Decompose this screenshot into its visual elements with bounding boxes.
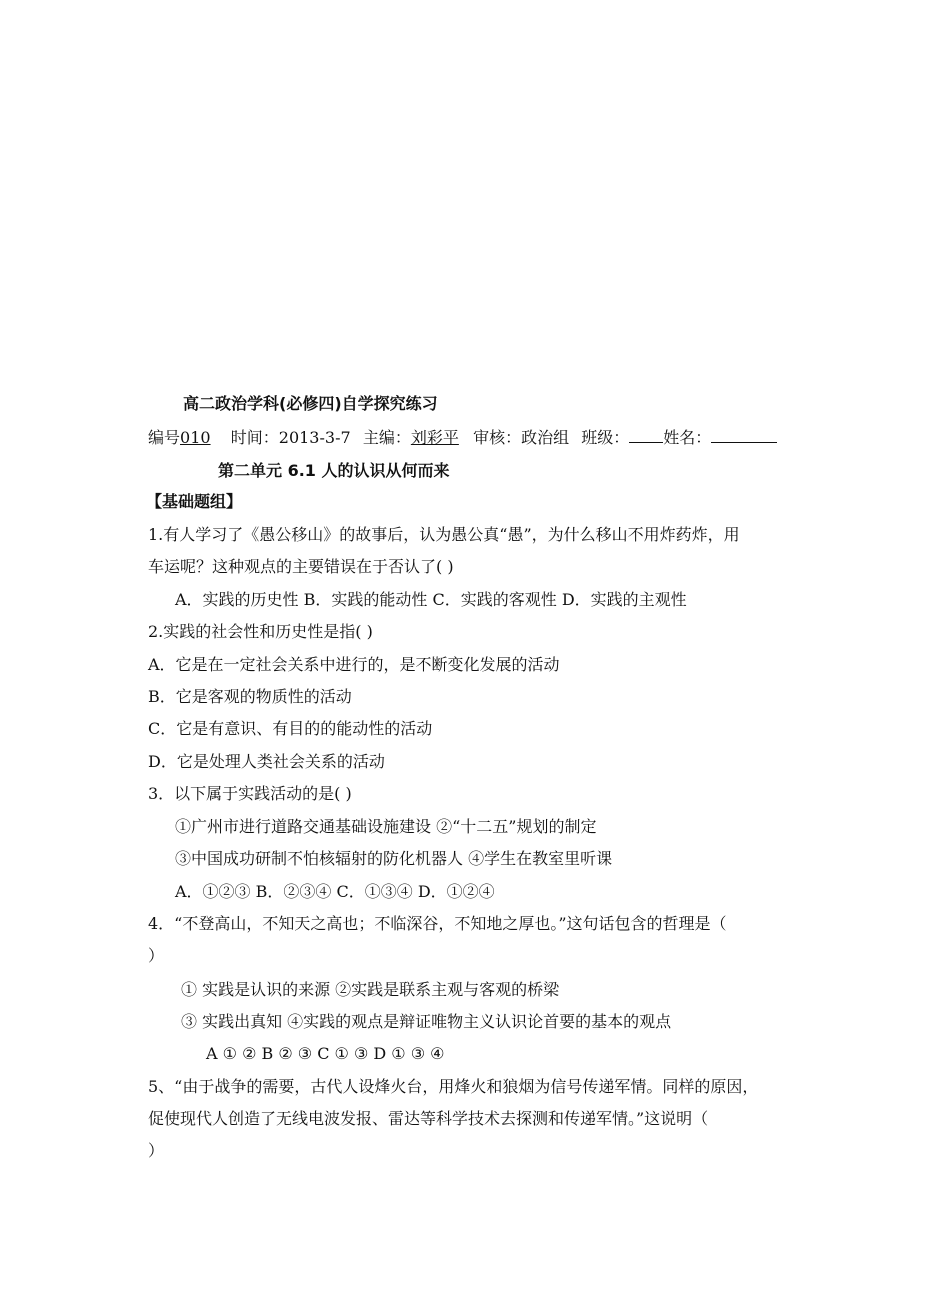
editor-value: 刘彩平 [410, 428, 459, 447]
time-label: 时间： [230, 428, 279, 447]
q5-line3: ） [148, 1141, 165, 1160]
name-label: 姓名： [663, 428, 712, 447]
q1-options: A．实践的历史性 B．实践的能动性 C．实践的客观性 D．实践的主观性 [175, 590, 687, 609]
q3-item1: ①广州市进行道路交通基础设施建设 ②“十二五”规划的制定 [175, 817, 597, 836]
time-value: 2013-3-7 [278, 428, 351, 447]
q2-option-a: A．它是在一定社会关系中进行的，是不断变化发展的活动 [148, 655, 560, 674]
q1-line2: 车运呢？这种观点的主要错误在于否认了( ) [148, 557, 454, 576]
q2-option-b: B．它是客观的物质性的活动 [148, 687, 352, 706]
reviewer-label: 审核：政治组 [473, 428, 570, 447]
worksheet-title: 高二政治学科(必修四)自学探究练习 [183, 394, 438, 413]
number-label: 编号 [148, 428, 181, 447]
q2-stem: 2.实践的社会性和历史性是指( ) [148, 622, 373, 641]
q2-option-c: C．它是有意识、有目的的能动性的活动 [148, 719, 433, 738]
q5-line2: 促使现代人创造了无线电波发报、雷达等科学技术去探测和传递军情。”这说明（ [148, 1109, 709, 1128]
q2-option-d: D．它是处理人类社会关系的活动 [148, 752, 385, 771]
q3-stem: 3．以下属于实践活动的是( ) [148, 784, 352, 803]
q4-item2: ③ 实践出真知 ④实践的观点是辩证唯物主义认识论首要的基本的观点 [181, 1012, 672, 1031]
q4-options: A ① ② B ② ③ C ① ③ D ① ③ ④ [206, 1044, 445, 1063]
name-blank[interactable] [711, 428, 777, 443]
number-value: 010 [180, 428, 211, 447]
q4-line2: ） [148, 946, 165, 965]
q4-item1: ① 实践是认识的来源 ②实践是联系主观与客观的桥梁 [181, 980, 560, 999]
unit-title: 第二单元 6.1 人的认识从何而来 [218, 461, 450, 480]
q5-line1: 5、“由于战争的需要，古代人设烽火台，用烽火和狼烟为信号传递军情。同样的原因， [148, 1077, 759, 1096]
section-heading: 【基础题组】 [146, 492, 243, 511]
class-label: 班级： [581, 428, 630, 447]
q4-line1: 4．“不登高山，不知天之高也；不临深谷，不知地之厚也。”这句话包含的哲理是（ [148, 914, 727, 933]
worksheet-meta [148, 428, 777, 448]
class-blank[interactable] [629, 428, 663, 443]
editor-label: 主编： [362, 428, 411, 447]
q1-line1: 1.有人学习了《愚公移山》的故事后，认为愚公真“愚”，为什么移山不用炸药炸，用 [148, 525, 740, 544]
q3-item2: ③中国成功研制不怕核辐射的防化机器人 ④学生在教室里听课 [175, 849, 613, 868]
q3-options: A．①②③ B．②③④ C．①③④ D．①②④ [175, 882, 495, 901]
